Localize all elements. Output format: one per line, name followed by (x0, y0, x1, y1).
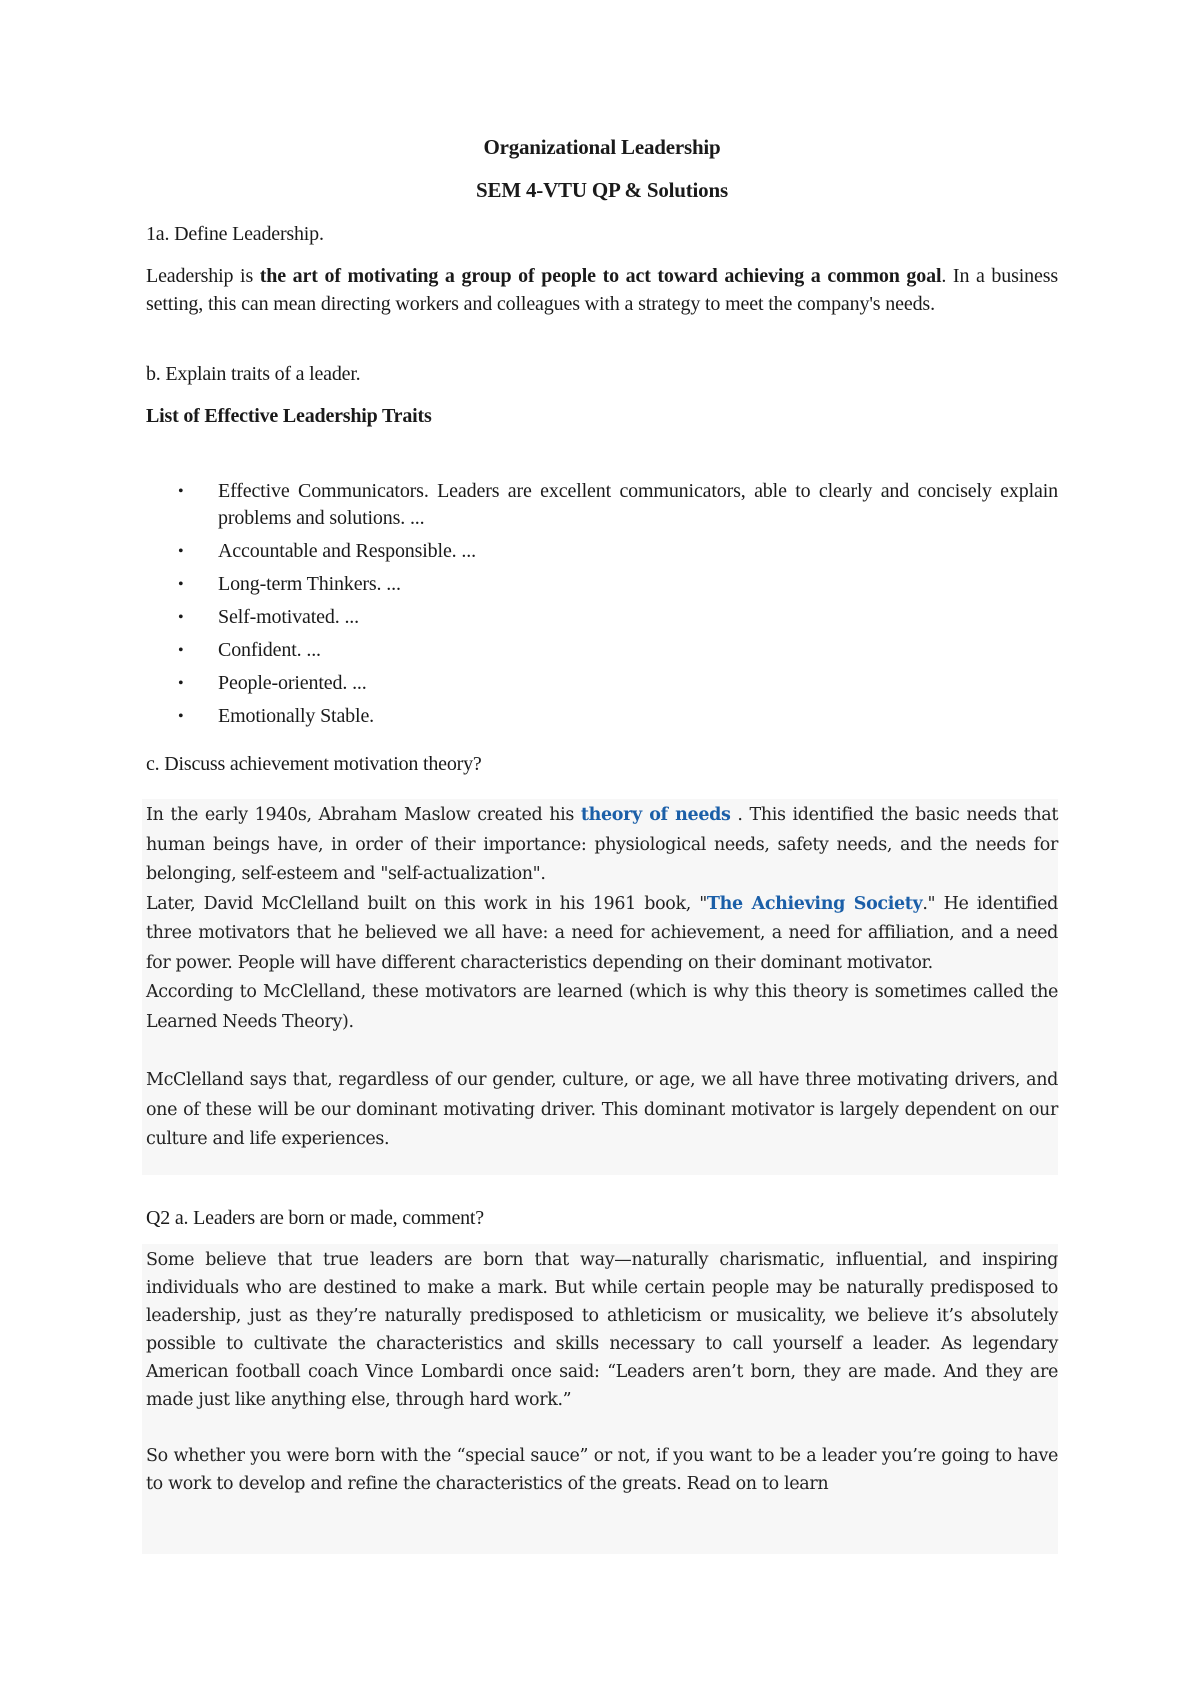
answer-1a (146, 262, 1058, 318)
answer-1a-prefix: Leadership is (146, 265, 260, 287)
list-item (146, 670, 1058, 697)
answer-2a-paragraph-2: So whether you were born with the “special sauce” or not, if you want to be a leader you’re going to have to work to develop and refine the characteristics of the greats. Read on to learn (146, 1446, 1058, 1494)
answer-1c-paragraph-2 (142, 890, 1058, 979)
bullet-icon: • (178, 609, 184, 626)
document-subtitle: SEM 4-VTU QP & Solutions (476, 178, 728, 202)
trait-text: People-oriented. ... (218, 672, 367, 694)
maslow-text-start: In the early 1940s, Abraham Maslow created his (146, 805, 581, 825)
trait-text: Effective Communicators. Leaders are excellent communicators, able to clearly and concisely explain problems and solutions. ... (218, 480, 1058, 529)
answer-1c-paragraph-1 (142, 801, 1058, 890)
bullet-icon: • (178, 642, 184, 659)
traits-list (146, 478, 1058, 736)
list-item (146, 703, 1058, 730)
answer-1c-block (142, 799, 1058, 1175)
question-2a: Q2 a. Leaders are born or made, comment? (146, 1207, 484, 1229)
answer-1c-paragraph-4: McClelland says that, regardless of our gender, culture, or age, we all have three motivating drivers, and one of these will be our dominant motivating driver. This dominant motivator is largely dependent on our culture and life experiences. (146, 1070, 1058, 1149)
bullet-icon: • (178, 708, 184, 725)
bullet-icon: • (178, 543, 184, 560)
question-1a: 1a. Define Leadership. (146, 223, 324, 245)
document-title: Organizational Leadership (483, 135, 721, 159)
trait-text: Confident. ... (218, 639, 321, 661)
answer-2a-paragraph-1: Some believe that true leaders are born that way—naturally charismatic, influential, and inspiring individuals who are destined to make a mark. But while certain people may be naturally predisposed to leadership, just as they’re naturally predisposed to athleticism or musicality, we believe it’s absolutely possible to cultivate the characteristics and skills necessary to call yourself a leader. As legendary American football coach Vince Lombardi once said: “Leaders aren’t born, they are made. And they are made just like anything else, through hard work.” (146, 1250, 1058, 1410)
maslow-text-end: . This identified the basic needs that human beings have, in order of their importance: physiological needs, safety needs, and the needs for belonging, self-esteem and "self-actualization". (146, 805, 1059, 884)
question-1b: b. Explain traits of a leader. (146, 363, 361, 385)
answer-1c-paragraph-3: According to McClelland, these motivators are learned (which is why this theory is sometimes called the Learned Needs Theory). (146, 982, 1058, 1032)
list-item (146, 604, 1058, 631)
answer-2a-block (142, 1244, 1058, 1554)
mcclelland-text-end: ." He identified three motivators that he believed we all have: a need for achievement, a need for affiliation, and a need for power. People will have different characteristics depending on their dominant motivator. (146, 893, 1058, 973)
answer-1a-suffix: . In a business setting, this can mean directing workers and colleagues with a strategy to meet the company's needs. (146, 265, 1058, 315)
trait-text: Accountable and Responsible. ... (218, 540, 476, 562)
trait-text: Long-term Thinkers. ... (218, 573, 401, 595)
list-item (146, 538, 1058, 565)
question-1c: c. Discuss achievement motivation theory? (146, 753, 482, 775)
answer-1a-definition: the art of motivating a group of people to act toward achieving a common goal (259, 265, 942, 287)
achieving-society-link[interactable]: The Achieving Society (706, 893, 923, 914)
theory-of-needs-link[interactable]: theory of needs (580, 805, 731, 825)
spacer (142, 1414, 1058, 1442)
list-item (146, 637, 1058, 664)
bullet-icon: • (178, 576, 184, 593)
list-item (146, 571, 1058, 598)
trait-text: Emotionally Stable. (218, 705, 375, 727)
traits-list-heading: List of Effective Leadership Traits (146, 405, 432, 427)
spacer (142, 1037, 1058, 1066)
trait-text: Self-motivated. ... (218, 606, 360, 628)
bullet-icon: • (178, 675, 184, 692)
list-item (146, 478, 1058, 532)
mcclelland-text-start: Later, David McClelland built on this work in his 1961 book, " (146, 893, 707, 914)
bullet-icon: • (178, 483, 184, 500)
